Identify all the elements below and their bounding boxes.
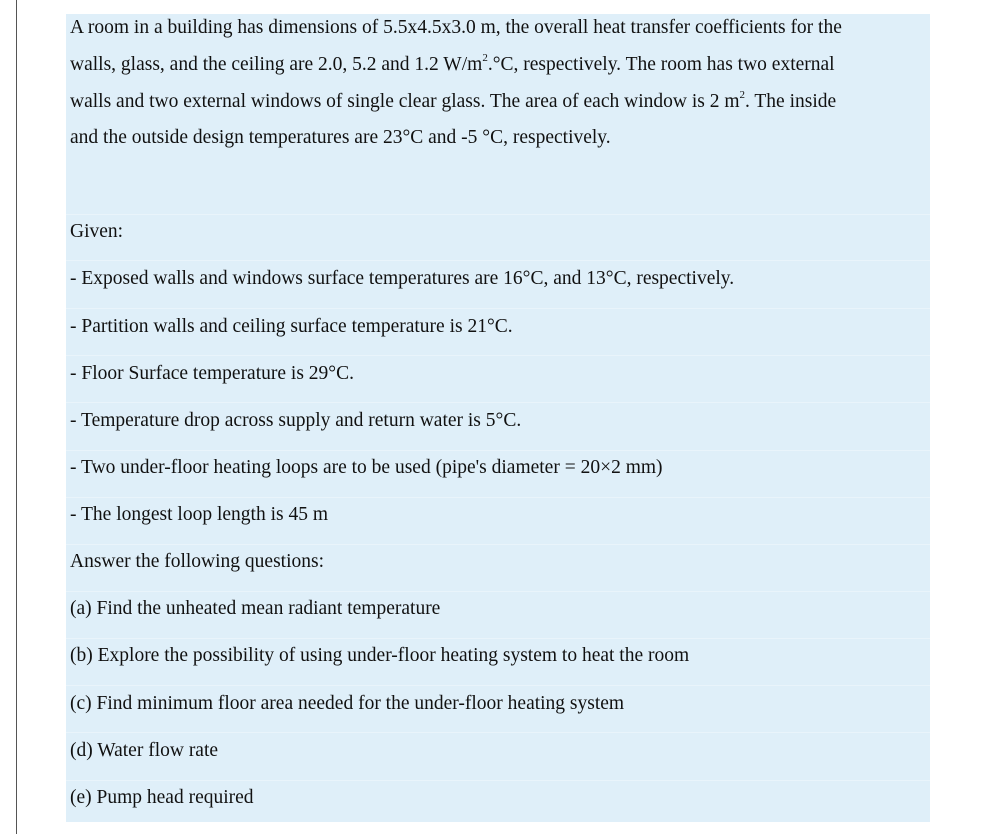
divider xyxy=(66,402,930,403)
divider xyxy=(66,214,930,215)
given-item: - Partition walls and ceiling surface temperature is 21°C. xyxy=(70,316,513,337)
page-left-border xyxy=(16,0,17,834)
intro-line-4: and the outside design temperatures are 23°C and -5 °C, respectively. xyxy=(70,127,611,148)
divider xyxy=(66,355,930,356)
given-heading: Given: xyxy=(70,221,124,242)
divider xyxy=(66,591,930,592)
problem-document xyxy=(66,14,930,822)
divider xyxy=(66,685,930,686)
given-item: - Two under-floor heating loops are to be used (pipe's diameter = 20×2 mm) xyxy=(70,457,663,478)
questions-heading: Answer the following questions: xyxy=(70,551,325,572)
question-item: (d) Water flow rate xyxy=(70,740,219,761)
given-item: - Temperature drop across supply and return water is 5°C. xyxy=(70,410,522,431)
question-item: (b) Explore the possibility of using under-floor heating system to heat the room xyxy=(70,645,690,666)
intro-line-3: walls and two external windows of single clear glass. The area of each window is 2 $m^2$. The inside xyxy=(70,88,837,112)
divider xyxy=(66,450,930,451)
given-item: - Exposed walls and windows surface temperatures are 16°C, and 13°C, respectively. xyxy=(70,268,735,289)
divider xyxy=(66,780,930,781)
divider xyxy=(66,260,930,261)
intro-line-2: walls, glass, and the ceiling are 2.0, 5.2 and 1.2 $W/m^2.^\circ C$, respectively. The room has two external xyxy=(70,51,835,75)
divider xyxy=(66,732,930,733)
divider xyxy=(66,308,930,309)
divider xyxy=(66,638,930,639)
given-item: - Floor Surface temperature is 29°C. xyxy=(70,363,354,384)
question-item: (c) Find minimum floor area needed for the under-floor heating system xyxy=(70,693,625,714)
question-item: (a) Find the unheated mean radiant temperature xyxy=(70,598,441,619)
question-item: (e) Pump head required xyxy=(70,787,254,808)
intro-line-1: A room in a building has dimensions of 5.5x4.5x3.0 m, the overall heat transfer coefficients for the xyxy=(70,17,842,38)
divider xyxy=(66,544,930,545)
given-item: - The longest loop length is 45 m xyxy=(70,504,328,525)
divider xyxy=(66,497,930,498)
